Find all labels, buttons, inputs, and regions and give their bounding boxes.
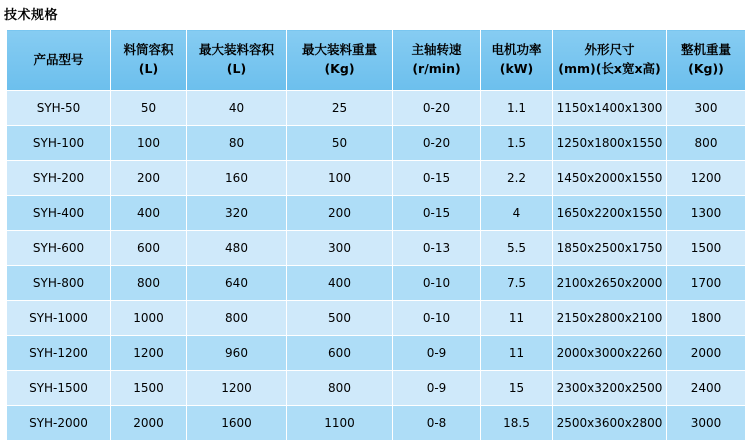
table-cell: 2150x2800x2100	[553, 301, 667, 336]
header-line-1: 产品型号	[33, 51, 84, 67]
column-header-model	[7, 30, 111, 91]
table-cell: 0-13	[393, 231, 481, 266]
cell-model: SYH-50	[7, 91, 111, 126]
table-cell: 1.5	[481, 126, 553, 161]
table-cell: 1850x2500x1750	[553, 231, 667, 266]
table-cell: 2.2	[481, 161, 553, 196]
header-row	[7, 30, 746, 91]
header-line-1: 主轴转速	[411, 42, 462, 58]
header-line-1: 外形尺寸	[584, 42, 635, 58]
header-line-2: (L)	[226, 61, 247, 76]
table-row	[7, 231, 746, 266]
table-row	[7, 336, 746, 371]
header-line-1: 电机功率	[491, 42, 542, 58]
table-cell: 400	[287, 266, 393, 301]
table-cell: 1600	[187, 406, 287, 441]
table-cell: 2000x3000x2260	[553, 336, 667, 371]
table-cell: 0-8	[393, 406, 481, 441]
header-line-2: (Kg))	[688, 61, 724, 76]
table-cell: 320	[187, 196, 287, 231]
cell-model: SYH-1500	[7, 371, 111, 406]
table-cell: 2000	[111, 406, 187, 441]
table-cell: 4	[481, 196, 553, 231]
table-cell: 1200	[187, 371, 287, 406]
table-cell: 3000	[667, 406, 746, 441]
column-header-motor-power	[481, 30, 553, 91]
specifications-table	[6, 29, 746, 441]
table-cell: 50	[287, 126, 393, 161]
table-cell: 100	[287, 161, 393, 196]
table-cell: 1300	[667, 196, 746, 231]
table-body	[7, 91, 746, 441]
table-row	[7, 371, 746, 406]
table-cell: 1200	[111, 336, 187, 371]
page-title: 技术规格	[4, 8, 59, 23]
table-cell: 1500	[111, 371, 187, 406]
table-cell: 1250x1800x1550	[553, 126, 667, 161]
table-cell: 1700	[667, 266, 746, 301]
table-cell: 0-20	[393, 126, 481, 161]
table-row	[7, 196, 746, 231]
table-cell: 200	[287, 196, 393, 231]
table-cell: 50	[111, 91, 187, 126]
table-cell: 11	[481, 301, 553, 336]
table-cell: 800	[667, 126, 746, 161]
header-line-2: (mm)(长x宽x高)	[558, 61, 661, 76]
table-row	[7, 301, 746, 336]
table-row	[7, 161, 746, 196]
table-cell: 960	[187, 336, 287, 371]
table-cell: 2300x3200x2500	[553, 371, 667, 406]
table-cell: 800	[187, 301, 287, 336]
cell-model: SYH-600	[7, 231, 111, 266]
table-row	[7, 91, 746, 126]
header-line-1: 最大装料容积	[198, 42, 274, 58]
header-line-2: (Kg)	[324, 61, 355, 76]
table-cell: 0-10	[393, 301, 481, 336]
table-cell: 600	[287, 336, 393, 371]
table-cell: 40	[187, 91, 287, 126]
table-cell: 480	[187, 231, 287, 266]
cell-model: SYH-100	[7, 126, 111, 161]
cell-model: SYH-400	[7, 196, 111, 231]
column-header-spindle-speed	[393, 30, 481, 91]
table-cell: 11	[481, 336, 553, 371]
table-cell: 1000	[111, 301, 187, 336]
table-row	[7, 126, 746, 161]
table-cell: 0-15	[393, 196, 481, 231]
table-cell: 0-15	[393, 161, 481, 196]
table-cell: 1.1	[481, 91, 553, 126]
table-cell: 0-20	[393, 91, 481, 126]
table-cell: 1650x2200x1550	[553, 196, 667, 231]
table-cell: 5.5	[481, 231, 553, 266]
table-cell: 100	[111, 126, 187, 161]
table-cell: 15	[481, 371, 553, 406]
table-row	[7, 266, 746, 301]
table-cell: 1200	[667, 161, 746, 196]
table-cell: 160	[187, 161, 287, 196]
column-header-barrel-volume	[111, 30, 187, 91]
table-cell: 18.5	[481, 406, 553, 441]
cell-model: SYH-800	[7, 266, 111, 301]
header-line-1: 最大装料重量	[301, 42, 377, 58]
table-cell: 1800	[667, 301, 746, 336]
table-cell: 200	[111, 161, 187, 196]
table-cell: 80	[187, 126, 287, 161]
table-cell: 2500x3600x2800	[553, 406, 667, 441]
table-header	[7, 30, 746, 91]
cell-model: SYH-2000	[7, 406, 111, 441]
table-cell: 7.5	[481, 266, 553, 301]
table-cell: 0-9	[393, 336, 481, 371]
cell-model: SYH-1200	[7, 336, 111, 371]
table-cell: 0-9	[393, 371, 481, 406]
table-cell: 400	[111, 196, 187, 231]
header-line-2: (kW)	[499, 61, 534, 76]
header-line-1: 整机重量	[680, 42, 731, 58]
cell-model: SYH-1000	[7, 301, 111, 336]
table-cell: 1500	[667, 231, 746, 266]
table-cell: 2100x2650x2000	[553, 266, 667, 301]
table-cell: 25	[287, 91, 393, 126]
table-cell: 300	[287, 231, 393, 266]
table-cell: 1100	[287, 406, 393, 441]
header-line-2: (r/min)	[412, 61, 461, 76]
table-cell: 1150x1400x1300	[553, 91, 667, 126]
column-header-max-load-volume	[187, 30, 287, 91]
header-line-1: 料筒容积	[123, 42, 174, 58]
table-cell: 1450x2000x1550	[553, 161, 667, 196]
table-cell: 800	[287, 371, 393, 406]
column-header-max-load-weight	[287, 30, 393, 91]
table-cell: 300	[667, 91, 746, 126]
table-cell: 0-10	[393, 266, 481, 301]
header-line-2: (L)	[138, 61, 159, 76]
table-cell: 2000	[667, 336, 746, 371]
table-cell: 2400	[667, 371, 746, 406]
column-header-total-weight	[667, 30, 746, 91]
column-header-dimensions	[553, 30, 667, 91]
table-cell: 640	[187, 266, 287, 301]
table-cell: 800	[111, 266, 187, 301]
table-cell: 600	[111, 231, 187, 266]
table-row	[7, 406, 746, 441]
table-cell: 500	[287, 301, 393, 336]
cell-model: SYH-200	[7, 161, 111, 196]
